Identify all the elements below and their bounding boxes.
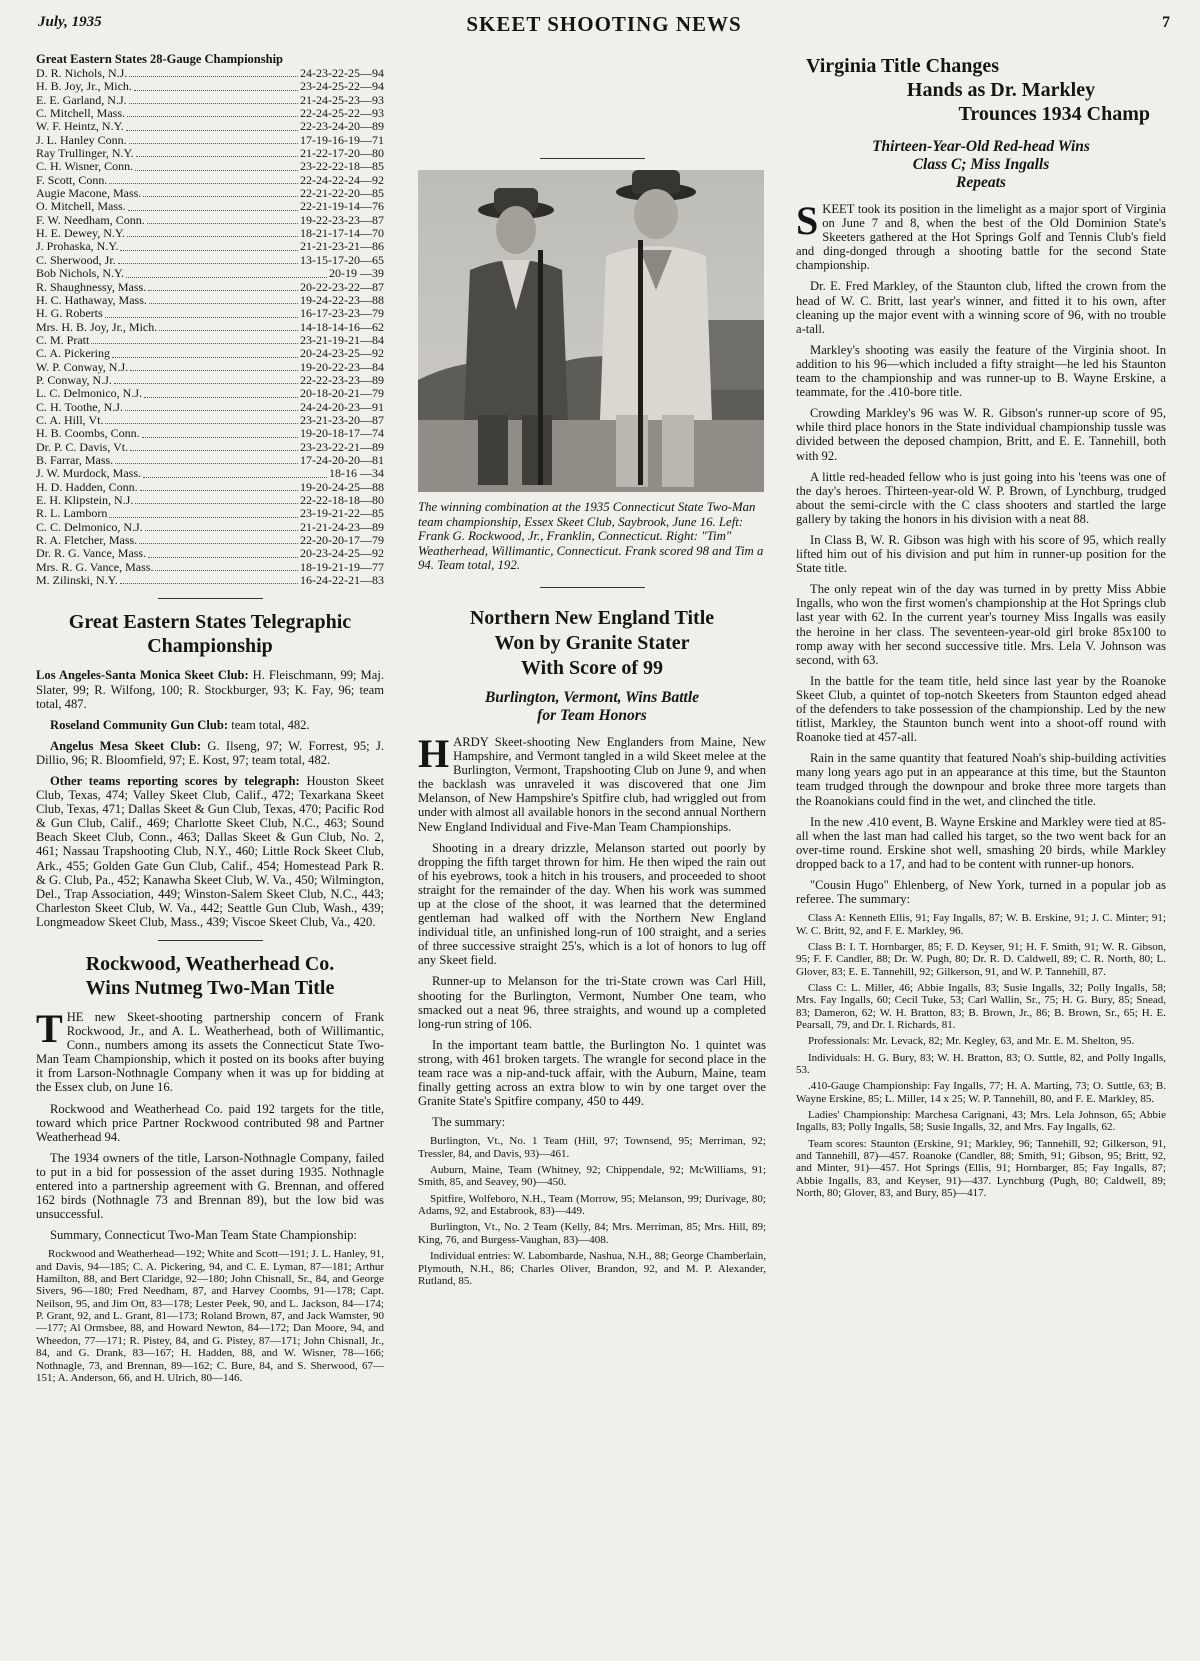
shooter-name: J. Prohaska, N.Y. bbox=[36, 239, 119, 254]
column-right bbox=[796, 40, 1166, 1199]
virginia-paragraph: Crowding Markley's 96 was W. R. Gibson's runner-up score of 95, while third place honors in the State individual championship tussle was divided between the deposed champion, Britt, and E. E. Tannehill, both with 92. bbox=[796, 406, 1166, 463]
shooter-score: 19-20-22-23—84 bbox=[300, 359, 384, 374]
score-row bbox=[36, 561, 384, 574]
shooter-name: M. Zilinski, N.Y. bbox=[36, 573, 118, 588]
shooter-score: 17-19-16-19—71 bbox=[300, 132, 384, 147]
shooter-name: W. F. Heintz, N.Y. bbox=[36, 119, 124, 134]
shooter-name: J. L. Hanley Conn. bbox=[36, 132, 127, 147]
divider bbox=[158, 598, 263, 599]
shooter-name: R. Shaughnessy, Mass. bbox=[36, 279, 147, 294]
shooter-score: 22-24-22-24—92 bbox=[300, 172, 384, 187]
leader-dots bbox=[127, 107, 298, 117]
shooter-name: D. R. Nichols, N.J. bbox=[36, 66, 128, 80]
shooter-score: 16-17-23-23—79 bbox=[300, 306, 384, 321]
shooter-score: 22-20-20-17—79 bbox=[300, 533, 384, 548]
virginia-paragraph: The only repeat win of the day was turned in by pretty Miss Abbie Ingalls, who won the first women's championship at the Hot Springs club last year with 62. In the current year's tourney Miss Ingalls was easily the heroine in her class. The seventeen-year-old girl broke 85x100 to romp away with her second successive title. Mrs. Lela V. Johnson was second, with 63. bbox=[796, 582, 1166, 667]
shooter-name: R. L. Lamborn bbox=[36, 506, 108, 521]
virginia-summary-item: Ladies' Championship: Marchesa Carignani, 43; Mrs. Lela Johnson, 65; Abbie Ingalls, 83; Polly Ingalls, 58; Susie Ingalls, 32, and Mrs. Fay Ingalls, 62. bbox=[796, 1109, 1166, 1134]
leader-dots bbox=[139, 534, 298, 544]
shooter-score: 17-24-20-20—81 bbox=[300, 452, 384, 467]
virginia-headline-line2: Hands as Dr. Markley bbox=[906, 79, 1096, 101]
rockwood-paragraph: Summary, Connecticut Two-Man Team State Championship: bbox=[50, 1228, 357, 1243]
score-row bbox=[36, 454, 384, 467]
leader-dots bbox=[148, 281, 298, 291]
shooter-name: R. A. Fletcher, Mass. bbox=[36, 533, 138, 548]
leader-dots bbox=[114, 374, 298, 384]
score-row bbox=[36, 227, 384, 240]
leader-dots bbox=[143, 467, 327, 477]
shooter-name: C. Mitchell, Mass. bbox=[36, 106, 125, 121]
page-header bbox=[38, 8, 1170, 40]
virginia-paragraph: "Cousin Hugo" Ehlenberg, of New York, turned in a popular job as referee. The summary: bbox=[796, 878, 1166, 907]
shooter-score: 21-21-24-23—89 bbox=[300, 519, 384, 534]
shooter-name: Ray Trullinger, N.Y. bbox=[36, 146, 134, 161]
leader-dots bbox=[147, 214, 298, 224]
leader-dots bbox=[134, 80, 298, 90]
leader-dots bbox=[159, 321, 298, 331]
score-row bbox=[36, 147, 384, 160]
score-row bbox=[36, 174, 384, 187]
leader-dots bbox=[120, 574, 298, 584]
page-number: 7 bbox=[1162, 14, 1170, 31]
virginia-summary-item: Class B: I. T. Hornbarger, 85; F. D. Keyser, 91; H. F. Smith, 91; W. R. Gibson, 95; F. F. Candler, 88; Dr. W. Pugh, 80; Dr. R. D. Caldwell, 89; C. R. North, 80; L. Glover, 83; E. E. Tannehill, 92; Gilkerson, 91, and W. P. Tannehill, 87. bbox=[796, 940, 1166, 978]
scores-heading: Great Eastern States 28-Gauge Championship bbox=[36, 52, 284, 66]
northern-summary-item: Auburn, Maine, Team (Whitney, 92; Chippendale, 92; McWilliams, 91; Smith, 85, and Seavey, 90)—450. bbox=[418, 1164, 766, 1189]
shooter-score: 18-21-17-14—70 bbox=[300, 226, 384, 241]
virginia-paragraph: A little red-headed fellow who is just going into his 'teens was one of the day's heroes. Thirteen-year-old W. P. Brown, of Lynchburg, trudged about the semi-circle with the C class shooters and startled the large gallery by taking the honors in his division with a neat 88. bbox=[796, 469, 1166, 526]
shooter-name: J. W. Murdock, Mass. bbox=[36, 466, 142, 481]
shooter-score: 19-22-23-23—87 bbox=[300, 212, 384, 227]
score-row bbox=[36, 214, 384, 227]
score-row bbox=[36, 94, 384, 107]
leader-dots bbox=[127, 227, 298, 237]
score-row bbox=[36, 240, 384, 253]
shooter-name: F. Scott, Conn. bbox=[36, 172, 108, 187]
shooter-score: 24-24-20-23—91 bbox=[300, 399, 384, 414]
northern-summary-item: Burlington, Vt., No. 1 Team (Hill, 97; Townsend, 95; Merriman, 92; Tressler, 84, and Davis, 93)—461. bbox=[418, 1135, 766, 1160]
shooter-score: 21-22-17-20—80 bbox=[300, 146, 384, 161]
shooter-score: 20-24-23-25—92 bbox=[300, 346, 384, 361]
leader-dots bbox=[126, 120, 298, 130]
shooter-name: C. Sherwood, Jr. bbox=[36, 252, 116, 267]
issue-date: July, 1935 bbox=[38, 14, 102, 30]
shooter-score: 24-23-22-25—94 bbox=[300, 66, 384, 80]
virginia-paragraph: SKEET took its position in the limelight as a major sport of Virginia on June 7 and 8, when the best of the Old Dominion State's Skeeters gathered at the Hot Springs Golf and Tennis Club's field and ding-donged through a shooting battle for the second State championship. bbox=[796, 198, 1166, 273]
shooter-name: Bob Nichols, N.Y. bbox=[36, 266, 125, 281]
score-row bbox=[36, 547, 384, 560]
shooter-score: 20-18-20-21—79 bbox=[300, 386, 384, 401]
leader-dots bbox=[135, 494, 298, 504]
photo-caption: The winning combination at the 1935 Connecticut State Two-Man team championship, Essex Skeet Club, Saybrook, June 16. Left: Frank G. Rockwood, Jr., Franklin, Connecticut. Right: "Tim" Weatherhead, Willimantic, Connecticut. Frank scored 98 and Tim a 94. Team total, 192. bbox=[418, 500, 764, 573]
shooter-score: 16-24-22-21—83 bbox=[300, 573, 384, 588]
rockwood-summary: Rockwood and Weatherhead—192; White and Scott—191; J. L. Hanley, 91, and Davis, 94—185; C. A. Pickering, 94, and C. E. Lyman, 87—181; Arthur Hamilton, 88, and Bert Claridge, 92—180; John Chisnall, Sr., 84, and George Sivers, 96—180; Fred Needham, 87, and Harvey Coombs, 91—178; Capt. Neilson, 95, and Jim Ott, 83—178; Lester Peek, 90, and L. Jackson, 84—174; P. Grant, 92, and L. Grant, 81—173; Roland Brown, 87, and Jack Wamster, 90—177; Al Ormsbee, 88, and Howard Newton, 84—172; Dan Moore, 94, and Wheedon, 77—171; R. Pistey, 84, and G. Pistey, 87—171; John Chisnall, Jr., 84, and G. Drank, 83—167; H. Hadden, 88, and W. Wisner, 78—166; Nothnagle, 73, and Brennan, 89—162; C. Bure, 84, and S. Sherwood, 67—151; A. Anderson, 66, and H. Ulrich, 80—146. bbox=[36, 1248, 384, 1384]
shooter-name: Mrs. H. B. Joy, Jr., Mich. bbox=[36, 319, 158, 334]
score-row bbox=[36, 481, 384, 494]
score-row bbox=[36, 307, 384, 320]
score-row bbox=[36, 507, 384, 520]
northern-subhead: Burlington, Vermont, Wins Battle for Team Honors bbox=[484, 688, 700, 724]
score-row bbox=[36, 441, 384, 454]
leader-dots bbox=[129, 94, 298, 104]
shooter-name: E. E. Garland, N.J. bbox=[36, 92, 127, 107]
shooter-score: 22-22-18-18—80 bbox=[300, 493, 384, 507]
shooter-score: 19-24-22-23—88 bbox=[300, 292, 384, 307]
rockwood-paragraph: The 1934 owners of the title, Larson-Nothnagle Company, failed to put in a bid for possession of the asset during 1935. Nothnagle entered into a partnership agreement with G. Brennan, and offered 162 birds (Nothnagle 73 and Brennan 89), but the low bid was unsuccessful. bbox=[36, 1150, 384, 1222]
virginia-summary-item: Team scores: Staunton (Erskine, 91; Markley, 96; Tannehill, 92; Gilkerson, 91, and Tannehill, 87)—457. Roanoke (Candler, 88; Smith, 91; Gibson, 95; Britt, 92, and Minter, 91)—457. Hot Springs (Ellis, 91; Hornbarger, 85; Fay Ingalls, 87; Abbie Ingalls, 83, and Keyser, 91)—437. Lynchburg (Pugh, 80; Caldwell, 89; North, 80; Glover, 83, and Bury, 85)—417. bbox=[796, 1137, 1166, 1200]
score-row bbox=[36, 374, 384, 387]
shooter-score: 19-20-18-17—74 bbox=[300, 426, 384, 441]
leader-dots bbox=[128, 200, 298, 210]
leader-dots bbox=[149, 294, 298, 304]
shooter-name: C. H. Toothe, N.J. bbox=[36, 399, 123, 414]
divider bbox=[158, 940, 263, 941]
virginia-summary-item: Class A: Kenneth Ellis, 91; Fay Ingalls, 87; W. B. Erskine, 91; J. C. Minter; 91; W. C. Britt, 92, and F. E. Markley, 96. bbox=[796, 912, 1166, 937]
shooter-name: O. Mitchell, Mass. bbox=[36, 199, 126, 214]
virginia-summary-item: Class C: L. Miller, 46; Abbie Ingalls, 83; Susie Ingalls, 32; Polly Ingalls, 58; Mrs. Fay Ingalls, 60; Cecil Tuke, 53; Carl Wallin, Sr., 75; H. G. Bury, 85; Snead, 83; Dameron, 62; W. H. Bratton, 83; B. Brown, Jr., 86; B. Brown, Sr., 65; H. E. Pearsall, 79, and Dr. I. Richards, 81. bbox=[796, 981, 1166, 1031]
shooter-name: H. B. Joy, Jr., Mich. bbox=[36, 79, 132, 94]
shooter-name: C. C. Delmonico, N.J. bbox=[36, 519, 143, 534]
score-row bbox=[36, 120, 384, 133]
virginia-paragraph: Dr. E. Fred Markley, of the Staunton club, lifted the crown from the head of W. C. Britt, last year's winner, and fitted it to his own, after cleaning up the major event with a winning score of 96, with no trouble a-tall. bbox=[796, 279, 1166, 336]
leader-dots bbox=[135, 160, 298, 170]
virginia-headline-line3: Trounces 1934 Champ bbox=[958, 103, 1150, 125]
leader-dots bbox=[148, 547, 298, 557]
shooter-score: 18-19-21-19—77 bbox=[300, 559, 384, 574]
score-row bbox=[36, 361, 384, 374]
score-row bbox=[36, 534, 384, 547]
shooter-score: 14-18-14-16—62 bbox=[300, 319, 384, 334]
drop-cap: T bbox=[36, 1006, 63, 1051]
virginia-paragraph: In Class B, W. R. Gibson was high with his score of 95, which really lifted him out of his division and put him in runner-up position for the State title. bbox=[796, 532, 1166, 576]
northern-paragraph: Runner-up to Melanson for the tri-State crown was Carl Hill, shooting for the Burlington, Vermont, Number One team, who smacked out a neat 96, three straights, and wound up a completed long-run string of 106. bbox=[418, 974, 766, 1031]
publication-title: SKEET SHOOTING NEWS bbox=[466, 12, 742, 36]
shooter-name: W. P. Conway, N.J. bbox=[36, 359, 129, 374]
northern-summary-item: Spitfire, Wolfeboro, N.H., Team (Morrow, 95; Melanson, 99; Durivage, 80; Adams, 92, and Estabrook, 83)—449. bbox=[418, 1192, 766, 1218]
leader-dots bbox=[118, 254, 298, 264]
virginia-subhead: Thirteen-Year-Old Red-head Wins Class C; Miss Ingalls Repeats bbox=[872, 138, 1090, 191]
shooter-name: H. E. Dewey, N.Y. bbox=[36, 226, 125, 241]
northern-summary-item: Individual entries: W. Labombarde, Nashua, N.H., 88; George Chamberlain, Plymouth, N.H., 86; Charles Oliver, Brandon, 92, and M. P. Alexander, Rutland, 85. bbox=[418, 1250, 766, 1287]
virginia-headline-line1: Virginia Title Changes bbox=[806, 55, 999, 77]
virginia-paragraph: In the battle for the team title, held since last year by the Roanoke Skeet Club, a quintet of top-notch Skeeters from Staunton edged ahead of the defenders to take possession of the championship. Led by the new titlist, Markley, the Staunton bunch went into a shoot-off round with Roanoke tied at 457-all. bbox=[796, 673, 1166, 745]
shooter-score: 22-21-22-20—85 bbox=[300, 186, 384, 201]
score-row bbox=[36, 467, 384, 480]
team-photo-image bbox=[418, 170, 764, 492]
shooter-score: 22-21-19-14—76 bbox=[300, 199, 384, 214]
shooter-score: 13-15-17-20—65 bbox=[300, 252, 384, 267]
northern-paragraph: HARDY Skeet-shooting New Englanders from Maine, New Hampshire, and Vermont tangled in a wild Skeet melee at the Burlington, Vermont, Trapshooting Club on June 9, and when the backlash was unraveled it was discovered that one Jim Melanson, of New Hampshire's Spitfire club, had wriggled out from under with almost all available honors in the second annual Northern New England Individual and Five-Man Team Championships. bbox=[418, 730, 766, 834]
leader-dots bbox=[129, 134, 298, 144]
score-row bbox=[36, 494, 384, 507]
shooter-name: E. H. Klipstein, N.J. bbox=[36, 493, 134, 507]
shooter-name: H. C. Hathaway, Mass. bbox=[36, 292, 147, 307]
leader-dots bbox=[144, 387, 298, 397]
score-row bbox=[36, 334, 384, 347]
shooter-score: 23-21-19-21—84 bbox=[300, 332, 384, 347]
leader-dots bbox=[105, 307, 298, 317]
score-row bbox=[36, 387, 384, 400]
telegraphic-paragraph: Other teams reporting scores by telegraph: Houston Skeet Club, Texas, 474; Valley Skeet Club, Calif., 472; Texarkana Skeet Club, Texas, 471; Dallas Skeet & Gun Club, Texas, 470; Pacific Rod & Gun Club, Calif., 469; Charlotte Skeet Club, N.C., 463; Sound Beach Skeet Club, Conn., 463; Dallas Skeet & Gun Club, No. 2, 461; Nassau Trapshooting Club, N.Y., 460; Little Rock Skeet Club, Ark., 455; Golden Gate Gun Club, Calif., 454; Homestead Park R. & G. Club, Pa., 452; Kanawha Skeet Club, W. Va., 450; Wilmington, Del., Trap Association, 449; Winston-Salem Skeet Club, N.C., 443; Charleston Skeet Club, W. Va., 442; Seattle Gun Club, Wash., 439; Longmeadow Skeet Club, Mass., 439; Viscoe Skeet Club, Va., 420. bbox=[36, 773, 384, 929]
virginia-paragraph: Rain in the same quantity that featured Noah's ship-building activities many long years ago put in an appearance at this time, but the Staunton team trudged through the downpour and broke three more targets than the Roanokians could find in the wet, and clinched the title. bbox=[796, 751, 1166, 808]
shooter-score: 23-23-22-21—89 bbox=[300, 439, 384, 454]
score-row bbox=[36, 321, 384, 334]
leader-dots bbox=[112, 347, 298, 357]
shooter-name: C. A. Pickering bbox=[36, 346, 110, 361]
leader-dots bbox=[129, 67, 298, 77]
shooter-name: C. A. Hill, Vt. bbox=[36, 412, 104, 427]
score-row bbox=[36, 294, 384, 307]
shooter-name: H. B. Coombs, Conn. bbox=[36, 426, 140, 441]
score-row bbox=[36, 134, 384, 147]
leader-dots bbox=[140, 481, 298, 491]
score-row bbox=[36, 401, 384, 414]
score-row bbox=[36, 67, 384, 80]
divider bbox=[540, 158, 645, 159]
shooter-name: L. C. Delmonico, N.J. bbox=[36, 386, 142, 401]
northern-paragraph: In the important team battle, the Burlington No. 1 quintet was strong, with 461 broken targets. The wrangle for second place in the team race was a nip-and-tuck affair, with the Auburn, Maine, team finally getting across an extra blow to win by one target over the Granite State's Spitfire company, 450 to 449. bbox=[418, 1037, 766, 1109]
leader-dots bbox=[143, 187, 298, 197]
shooter-score: 20-23-24-25—92 bbox=[300, 546, 384, 561]
leader-dots bbox=[126, 267, 327, 277]
rockwood-headline: Rockwood, Weatherhead Co. Wins Nutmeg Two-Man Title bbox=[85, 953, 335, 999]
rockwood-paragraph: Rockwood and Weatherhead Co. paid 192 targets for the title, toward which price Partner Rockwood contributed 98 and Partner Weatherhead 94. bbox=[36, 1101, 384, 1144]
score-row bbox=[36, 107, 384, 120]
score-row bbox=[36, 80, 384, 93]
shooter-name: P. Conway, N.J. bbox=[36, 372, 112, 387]
score-row bbox=[36, 414, 384, 427]
shooter-name: F. W. Needham, Conn. bbox=[36, 212, 145, 227]
shooter-name: Dr. P. C. Davis, Vt. bbox=[36, 439, 129, 454]
rockwood-paragraph: THE new Skeet-shooting partnership concern of Frank Rockwood, Jr., and A. L. Weatherhead, both of Willimantic, Conn., numbers among its assets the Connecticut State Two-Man Team Championship, which it posted on its books after buying it from Larson-Nothnagle Company when it was up for bidding at the Essex club, on June 16. bbox=[36, 1006, 384, 1095]
score-row bbox=[36, 254, 384, 267]
telegraphic-paragraph: Roseland Community Gun Club: team total, 482. bbox=[50, 717, 310, 732]
shooter-score: 18-16 —34 bbox=[329, 466, 384, 481]
shooter-score: 20-22-23-22—87 bbox=[300, 279, 384, 294]
score-row bbox=[36, 574, 384, 587]
divider bbox=[540, 587, 645, 588]
score-row bbox=[36, 347, 384, 360]
northern-headline: Northern New England Title Won by Granite Stater With Score of 99 bbox=[469, 606, 715, 679]
northern-paragraph: The summary: bbox=[432, 1115, 506, 1130]
score-row bbox=[36, 427, 384, 440]
score-row bbox=[36, 200, 384, 213]
northern-summary-item: Burlington, Vt., No. 2 Team (Kelly, 84; Mrs. Merriman, 85; Mrs. Hill, 89; King, 76, and Burgess-Vaughan, 83)—408. bbox=[418, 1221, 766, 1246]
shooter-score: 23-21-23-20—87 bbox=[300, 412, 384, 427]
leader-dots bbox=[120, 240, 298, 250]
leader-dots bbox=[136, 147, 298, 157]
leader-dots bbox=[142, 427, 298, 437]
virginia-paragraph: In the new .410 event, B. Wayne Erskine and Markley were tied at 85-all when the last man had called his target, so the two went back for an over-time round. Erskine shot well, smashing 20 birds, while Markley dropped back to a 17, and had to be content with runner-up honors. bbox=[796, 814, 1166, 871]
shooter-score: 21-21-23-21—86 bbox=[300, 239, 384, 254]
leader-dots bbox=[105, 414, 298, 424]
shooter-score: 22-24-25-22—93 bbox=[300, 106, 384, 121]
virginia-summary-item: Professionals: Mr. Levack, 82; Mr. Kegley, 63, and Mr. E. M. Shelton, 95. bbox=[808, 1035, 1135, 1048]
shooter-score: 22-22-23-23—89 bbox=[300, 372, 384, 387]
telegraphic-paragraph: Los Angeles-Santa Monica Skeet Club: H. Fleischmann, 99; Maj. Slater, 99; R. Wilfong, 100; R. Stockburger, 93; K. Fay, 96; team total, 487. bbox=[36, 668, 384, 711]
leader-dots bbox=[115, 454, 298, 464]
leader-dots bbox=[109, 174, 298, 184]
score-row bbox=[36, 160, 384, 173]
column-left bbox=[36, 40, 384, 1384]
shooter-name: C. M. Pratt bbox=[36, 332, 90, 347]
shooter-score: 23-19-21-22—85 bbox=[300, 506, 384, 521]
shooter-name: H. G. Roberts bbox=[36, 306, 103, 321]
leader-dots bbox=[130, 361, 298, 371]
telegraphic-headline: Great Eastern States Telegraphic Championship bbox=[68, 611, 352, 658]
leader-dots bbox=[130, 441, 298, 451]
leader-dots bbox=[145, 521, 298, 531]
shooter-score: 23-24-25-22—94 bbox=[300, 79, 384, 94]
leader-dots bbox=[125, 401, 298, 411]
score-row bbox=[36, 267, 384, 280]
score-row bbox=[36, 187, 384, 200]
shooter-name: Dr. R. G. Vance, Mass. bbox=[36, 546, 147, 561]
shooter-score: 21-24-25-23—93 bbox=[300, 92, 384, 107]
virginia-summary-item: .410-Gauge Championship: Fay Ingalls, 77; H. A. Marting, 73; O. Suttle, 63; B. Wayne Erskine, 85; L. Miller, 14 x 25; W. P. Tannehill, 80, and F. E. Markley, 85. bbox=[796, 1080, 1166, 1105]
drop-cap: H bbox=[418, 730, 450, 776]
telegraphic-paragraph: Angelus Mesa Skeet Club: G. Ilseng, 97; W. Forrest, 95; J. Dillio, 96; R. Bloomfield, 97; E. Kost, 97; team total, 482. bbox=[36, 738, 384, 767]
virginia-paragraph: Markley's shooting was easily the feature of the Virginia shoot. In addition to his 96—which included a fifty straight—he led his Staunton team to the championship and was runner-up to B. Wayne Erskine, a teammate, for the .410-bore title. bbox=[796, 342, 1166, 400]
shooter-score: 23-22-22-18—85 bbox=[300, 159, 384, 174]
northern-paragraph: Shooting in a dreary drizzle, Melanson started out poorly by dropping the fifth target thrown for him. He then wiped the rain out of his eyebrows, took a hitch in his trousers, and proceeded to shoot straight for the remainder of the day. When his work was summed up at the close of the shoot, it was learned that the determined gentleman had walked off with the Northern New England individual title, an unfinished long-run of 100 straight, and a series of three successive straight 25's, which is a lot of honors to lug off any Skeet field. bbox=[418, 840, 766, 968]
shooter-name: H. D. Hadden, Conn. bbox=[36, 479, 138, 494]
shooter-name: C. H. Wisner, Conn. bbox=[36, 159, 134, 174]
shooter-name: B. Farrar, Mass. bbox=[36, 452, 114, 467]
leader-dots bbox=[91, 334, 298, 344]
shooter-name: Augie Macone, Mass. bbox=[36, 186, 142, 201]
leader-dots bbox=[109, 507, 298, 517]
shooter-score: 20-19 —39 bbox=[329, 266, 384, 281]
score-row bbox=[36, 521, 384, 534]
shooter-score: 22-23-24-20—89 bbox=[300, 119, 384, 134]
leader-dots bbox=[155, 561, 298, 571]
drop-cap: S bbox=[796, 198, 819, 243]
team-photo bbox=[418, 170, 764, 492]
column-middle bbox=[418, 40, 766, 1287]
shooter-score: 19-20-24-25—88 bbox=[300, 479, 384, 494]
score-row bbox=[36, 281, 384, 294]
score-list bbox=[36, 67, 384, 587]
shooter-name: Mrs. R. G. Vance, Mass. bbox=[36, 559, 154, 574]
virginia-summary-item: Individuals: H. G. Bury, 83; W. H. Bratton, 83; O. Suttle, 82, and Polly Ingalls, 53. bbox=[796, 1051, 1166, 1076]
